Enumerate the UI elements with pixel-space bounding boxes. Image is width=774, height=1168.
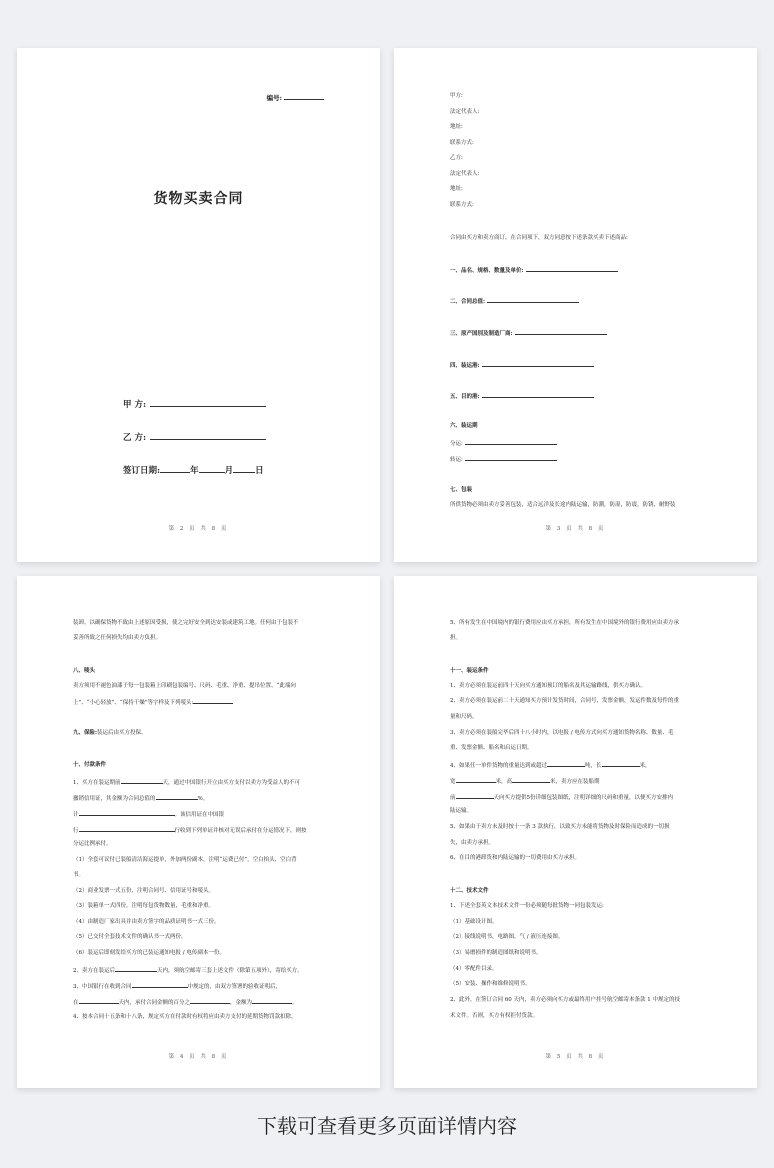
doc-3: （3）装箱单一式四份，注明每包货物数量，毛重和净重。 — [73, 903, 215, 909]
tech-2b: 术文件。否则，买方有权拒付货款。 — [450, 1013, 539, 1019]
party-b-name: 乙方: — [450, 155, 463, 161]
payment-1-line5: 分运比例承付。 — [73, 841, 112, 847]
partial-shipment-blank — [465, 439, 557, 445]
blank — [79, 998, 119, 1004]
section-3-title: 三、原产国别及制造厂商: — [450, 331, 513, 337]
party-a-name: 甲方: — [450, 93, 463, 99]
section-3 — [450, 329, 607, 338]
payment-1-d: %。 — [197, 796, 209, 802]
payment-1-line4 — [73, 826, 307, 835]
payment-1-b: 天，通过中国银行开立由买方支付以卖方为受益人的不可 — [162, 780, 301, 786]
party-a-address: 地址: — [450, 124, 463, 130]
page-footer: 第 3 页 共 8 页 — [545, 526, 606, 532]
marks-blank — [193, 698, 233, 704]
doc-5: （5）已交付全套技术文件的确认书一式两份。 — [73, 934, 187, 940]
payment-2-b: 天内，须航空邮寄三套上述文件（除第五项外），寄给买方。 — [157, 968, 303, 974]
ship-5b: 失，由卖方承担。 — [450, 840, 495, 846]
section-5-title: 五、目的港: — [450, 394, 480, 400]
section-4-title: 四、装运港: — [450, 363, 480, 369]
transshipment — [450, 455, 557, 464]
payment-1-c: 撤销信用证，其金额为合同总值的 — [73, 796, 156, 802]
marks-text: 卖方须用不褪色油漆于每一包装箱上印刷包装编号、尺码、毛重、净重、提吊位置、“此端向 — [73, 683, 296, 689]
tech-1-2: （2）接线说明书，电路图，气 / 液压连接图。 — [450, 934, 564, 940]
partial-shipment — [450, 439, 557, 448]
payment-1-g: 行 — [73, 828, 79, 834]
section-4-blank — [482, 361, 594, 367]
bank-fee-text-2: 担。 — [450, 635, 462, 641]
ship-4-f: 米，卖方应在装船期 — [550, 779, 600, 785]
contract-number-label: 编号: — [266, 94, 282, 102]
marks-text-2 — [73, 698, 233, 707]
transshipment-blank — [465, 455, 557, 461]
ship-4 — [450, 761, 651, 770]
bank-fee-text: 5、所有发生在中国境内的银行费用应由买方承担，所有发生在中国境外的银行费用应由卖方承 — [450, 620, 680, 626]
section-8-title: 八、唛头 — [73, 668, 96, 674]
marks-text-2-label: 上”、“小心轻放”、“保持干燥”等字样及下列唛头: — [73, 700, 194, 706]
ship-5: 5、如果由于卖方未及时按十一条 3 款执行，以致买方未能将货物及时保险而造成的一切损 — [450, 824, 670, 830]
tech-2: 2、此外，在签订合同 60 天内，卖方必须向买方或最终用户挂号航空邮寄本条款 1 中规定的技 — [450, 997, 680, 1003]
intro-text: 合同由买方和卖方商订，在合同项下，双方同意按下述条款买卖下述商品: — [450, 235, 628, 241]
party-b-label: 乙 方: — [123, 433, 147, 443]
payment-1-e: 计 — [73, 812, 79, 818]
payment-3-a: 3、中国银行在收到合同 — [73, 984, 132, 990]
year-label: 年 — [190, 466, 199, 476]
section-2-title: 二、合同总值: — [450, 299, 486, 305]
doc-2: （2）商业发票一式五份，注明合同号、信用证号和唛头。 — [73, 888, 215, 894]
document-page-2 — [394, 48, 757, 562]
packing-text: 所供货物必须由卖方妥善包装，适合远洋及长途内陆运输，防潮，防湿，防震，防锈，耐野装 — [450, 502, 676, 508]
section-12-title: 十二、技术文件 — [450, 888, 489, 894]
party-b-rep: 法定代表人: — [450, 171, 480, 177]
blank — [547, 761, 585, 767]
party-a-line — [123, 398, 266, 410]
payment-4: 4、按本合同十五条和十八条，规定买方在付款时有权将应由卖方支付的延期货物罚款扣除。 — [73, 1014, 297, 1020]
section-9-title: 九、保险: — [73, 730, 98, 736]
blank — [456, 793, 494, 799]
payment-1-f: 。该信用证在中国银 — [174, 812, 225, 818]
payment-3 — [73, 982, 281, 991]
section-11-title: 十一、装运条件 — [450, 668, 489, 674]
payment-3-b: 中规定的，由双方签署的验收证明后， — [187, 984, 282, 990]
blank — [602, 761, 640, 767]
party-b-contact: 联系方式: — [450, 202, 474, 208]
payment-3-d: 天内，承付合同金额的百分之 — [118, 1000, 191, 1006]
packing-continued-2: 妥善所致之任何损失均由卖方负担。 — [73, 635, 162, 641]
ship-6: 6、在目的港卸货和内陆运输的一切费用由买方承担。 — [450, 855, 581, 861]
blank — [252, 998, 292, 1004]
party-a-label: 甲 方: — [123, 400, 147, 410]
blank — [121, 778, 163, 784]
section-2-blank — [487, 297, 579, 303]
blank — [156, 794, 198, 800]
blank — [456, 777, 496, 783]
doc-1b: 书。 — [73, 872, 85, 878]
ship-4-line2 — [450, 777, 600, 786]
ship-3b: 重、发票金额、船名和启运日期。 — [450, 745, 533, 751]
document-page-4 — [394, 576, 757, 1088]
ship-4-h: 天向买方提供5份详细包装图纸，注明详细的尺码和重量，以便买方安排内 — [493, 795, 674, 801]
payment-3-line2 — [73, 998, 298, 1007]
contract-number-blank — [284, 93, 324, 100]
party-b-line — [123, 431, 266, 443]
payment-3-c: 在 — [73, 1000, 79, 1006]
section-9 — [73, 730, 147, 737]
document-title: 货物买卖合同 — [153, 191, 244, 207]
document-page-1 — [17, 48, 380, 562]
section-4 — [450, 361, 594, 370]
blank — [132, 982, 188, 988]
year-blank — [160, 464, 190, 473]
section-3-blank — [515, 329, 607, 335]
ship-4-b: 吨，长 — [585, 763, 602, 769]
tech-1-1: （1）基础设计图。 — [450, 919, 498, 925]
contract-number-field — [267, 93, 324, 102]
ship-2b: 量和尺码。 — [450, 714, 478, 720]
payment-3-e: ，金额为 — [230, 1000, 253, 1006]
page-footer: 第 5 页 共 8 页 — [545, 1054, 606, 1060]
sign-date-line — [123, 464, 264, 476]
section-5 — [450, 392, 594, 401]
month-blank — [199, 464, 225, 473]
section-7-title: 七、包装 — [450, 487, 473, 493]
party-b-blank — [150, 431, 266, 440]
ship-4-d: 宽 — [450, 779, 456, 785]
ship-4-e: 米，高 — [495, 779, 513, 785]
ship-4-c: 米， — [639, 763, 651, 769]
doc-4: （4）由制造厂家出具并由卖方签字的品质证明书一式三份。 — [73, 919, 220, 925]
day-label: 日 — [255, 466, 264, 476]
section-1-blank — [526, 266, 618, 272]
party-a-rep: 法定代表人: — [450, 109, 480, 115]
blank — [115, 966, 157, 972]
section-2 — [450, 297, 579, 306]
ship-2: 2、卖方必须在装运前二十天通知买方预计发货时间，合同号，发票金额，发运件数及每件的重 — [450, 698, 680, 704]
blank — [512, 777, 550, 783]
tech-1-3: （3）易磨损件的制造图纸和说明书。 — [450, 950, 542, 956]
ship-4-g: 前 — [450, 795, 456, 801]
section-6-title: 六、装运期 — [450, 423, 478, 429]
packing-continued: 装卸。以确保货物不致由上述原因受损，使之完好安全到达安装或建筑工地。任何由于包装不 — [73, 620, 299, 626]
ship-4-line4: 陆运输。 — [450, 808, 473, 814]
doc-1: （1）全套可议付已装船清洁海运提单，外加两份副本，注明“运费已付”，空白抬头，空白背 — [73, 857, 297, 863]
ship-4-a: 4、如果任一单件货物的重量达到或超过 — [450, 763, 548, 769]
doc-6: （6）装运后即刻发给买方的已装运通知电报 / 电传副本一份。 — [73, 950, 225, 956]
party-b-address: 地址: — [450, 186, 463, 192]
blank — [79, 826, 175, 832]
payment-1-line3 — [73, 810, 224, 819]
insurance-text: 装运后由买方投保。 — [97, 730, 147, 736]
download-banner[interactable]: 下载可查看更多页面详情内容 — [257, 1114, 517, 1138]
party-a-contact: 联系方式: — [450, 140, 474, 146]
tech-1: 1、下述全套英文本技术文件一份必须随每批货物一同包装发运: — [450, 903, 604, 909]
day-blank — [233, 464, 255, 473]
ship-1: 1、卖方必须在装运前四十天向买方通知预订的船名及其运输路线，供买方确认。 — [450, 683, 647, 689]
document-page-3 — [17, 576, 380, 1088]
payment-3-f: 。 — [292, 1000, 298, 1006]
section-5-blank — [482, 392, 594, 398]
tech-1-4: （4）零配件目录。 — [450, 966, 498, 972]
party-a-blank — [150, 398, 266, 407]
tech-1-5: （5）安装、操作和维修说明书。 — [450, 981, 531, 987]
page-footer: 第 4 页 共 8 页 — [168, 1054, 229, 1060]
page-footer: 第 2 页 共 8 页 — [168, 526, 229, 532]
sign-date-label: 签订日期: — [123, 466, 161, 476]
payment-1-h: 行收到下列单证并核对无误后承付在分运情况下，则按 — [174, 828, 307, 834]
ship-4-line3 — [450, 793, 673, 802]
payment-2-a: 2、卖方在装运后 — [73, 968, 115, 974]
section-1 — [450, 266, 618, 275]
blank — [79, 810, 175, 816]
payment-2 — [73, 966, 303, 975]
payment-1-line2 — [73, 794, 208, 803]
payment-1 — [73, 778, 300, 787]
section-1-title: 一、品名、规格、数量及单价: — [450, 268, 524, 274]
transshipment-label: 转运: — [450, 457, 463, 463]
partial-shipment-label: 分运: — [450, 441, 463, 447]
payment-1-a: 1、买方在装运期前 — [73, 780, 121, 786]
ship-3: 3、卖方必须在装船完毕后四十八小时内，以电报 / 电传方式向买方通知货物名称、数量、毛 — [450, 730, 674, 736]
blank — [190, 998, 230, 1004]
section-10-title: 十、付款条件 — [73, 762, 107, 768]
month-label: 月 — [224, 466, 234, 476]
